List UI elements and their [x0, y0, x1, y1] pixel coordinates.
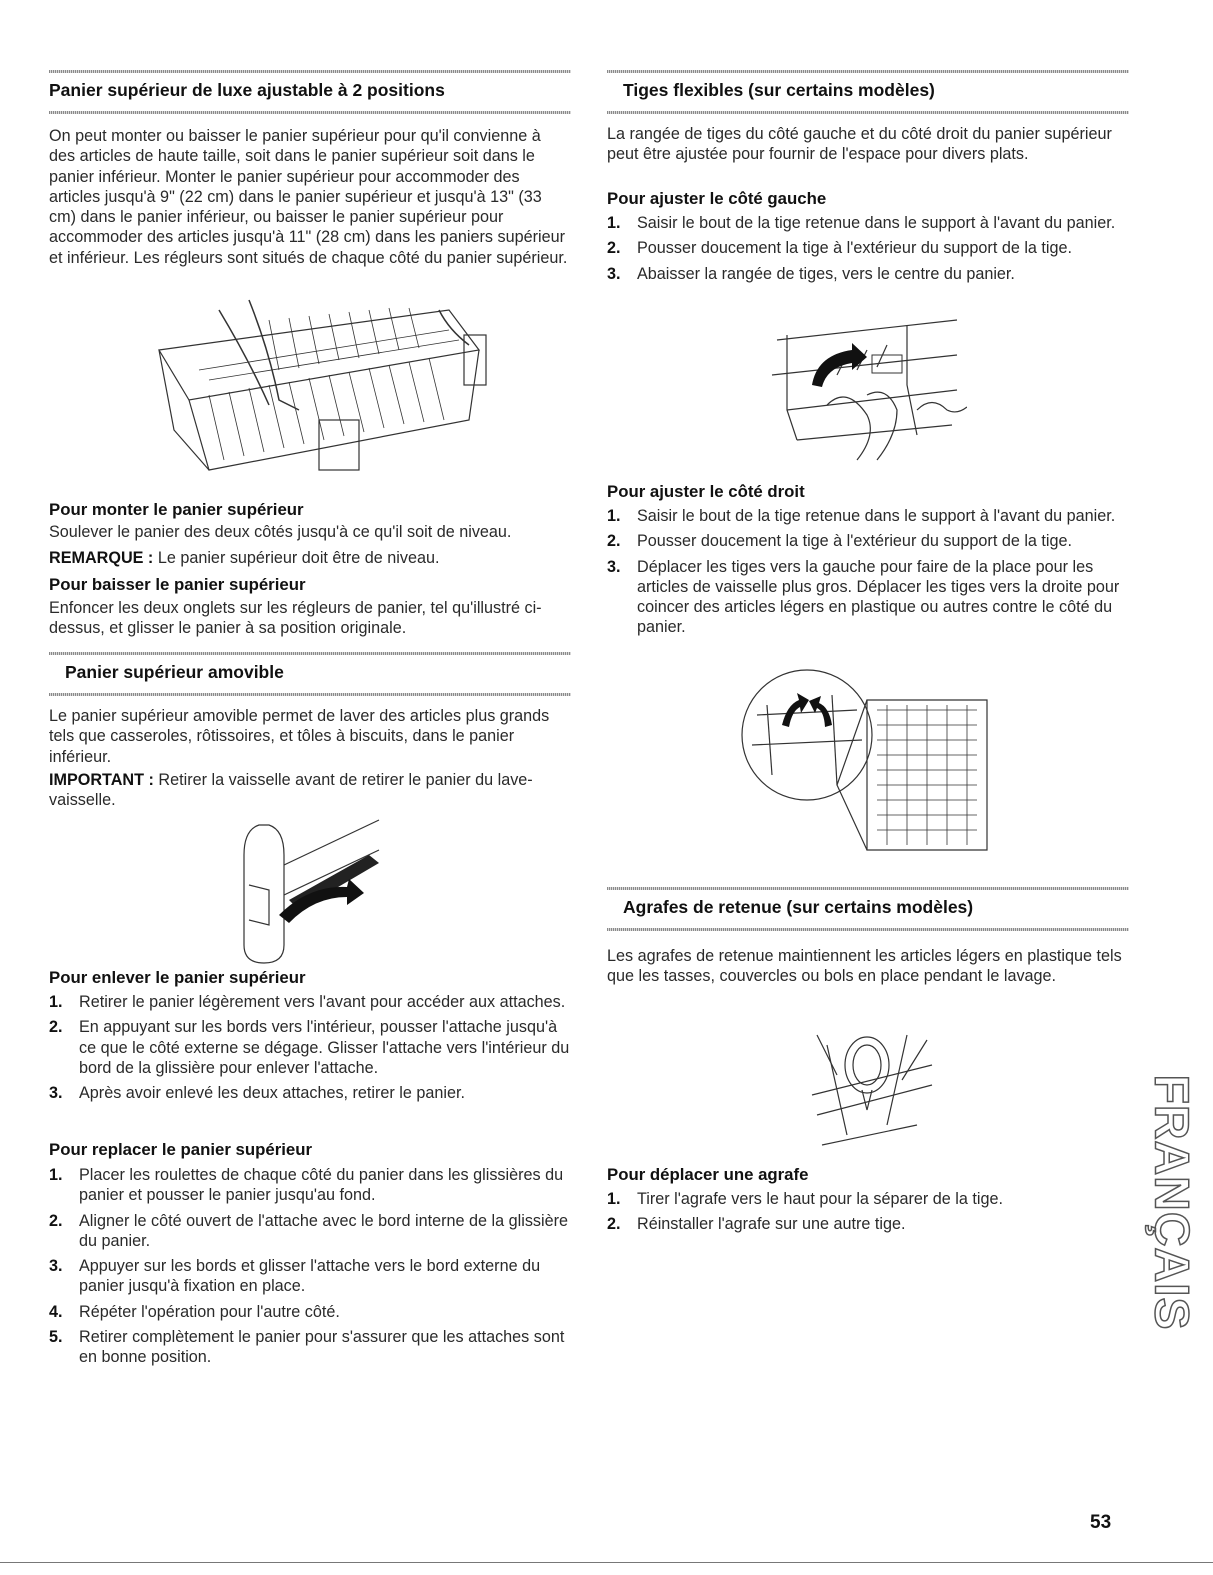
note-text: Le panier supérieur doit être de niveau.: [157, 549, 440, 567]
right-side-steps-list: [607, 506, 1129, 643]
divider: [607, 111, 1129, 114]
list-item: [607, 531, 1129, 551]
step-number: 2.: [607, 1215, 621, 1234]
list-item: [607, 264, 1129, 284]
rack-clip-illustration: [239, 815, 419, 965]
list-item: [49, 1165, 571, 1206]
list-item: [49, 1302, 571, 1322]
section-title: Panier supérieur amovible: [65, 662, 284, 682]
subheading-lower: Pour baisser le panier supérieur: [49, 575, 306, 594]
left-side-steps-list: [607, 213, 1129, 289]
section-title: Agrafes de retenue (sur certains modèles): [623, 897, 974, 917]
step-number: 5.: [49, 1328, 63, 1347]
step-number: 3.: [607, 264, 621, 283]
section-body: Le panier supérieur amovible permet de laver des articles plus grands tels que casseroles, rôtissoires, et tôles à biscuits, dans le panier inférieur.: [49, 707, 550, 766]
section-body: La rangée de tiges du côté gauche et du côté droit du panier supérieur peut être ajustée pour fournir de l'espace pour divers plats.: [607, 125, 1112, 164]
list-item: [607, 238, 1129, 258]
important-label: IMPORTANT :: [49, 771, 154, 789]
footer-rule: [0, 1562, 1213, 1563]
list-item: [49, 1256, 571, 1297]
section-header: [607, 887, 1129, 931]
language-label: FRANÇAIS: [1144, 1074, 1198, 1330]
upper-rack-illustration: [149, 290, 489, 490]
section-header: [607, 70, 1129, 114]
section-header: [49, 70, 571, 114]
list-item: [49, 1017, 571, 1078]
step-text: Saisir le bout de la tige retenue dans le support à l'avant du panier.: [637, 214, 1116, 232]
list-item: [49, 1211, 571, 1252]
important-note: [49, 770, 571, 811]
list-item: [49, 1327, 571, 1368]
move-clip-steps-list: [607, 1189, 1129, 1240]
step-text: Retirer le panier légèrement vers l'avant pour accéder aux attaches.: [79, 993, 566, 1011]
step-text: Tirer l'agrafe vers le haut pour la séparer de la tige.: [637, 1190, 1003, 1208]
subheading-replace: Pour replacer le panier supérieur: [49, 1140, 313, 1159]
section-body: Les agrafes de retenue maintiennent les articles légers en plastique tels que les tasses, couvercles ou bols en place pendant le lavage.: [607, 947, 1122, 986]
subheading-remove: Pour enlever le panier supérieur: [49, 968, 306, 987]
divider: [49, 652, 571, 655]
step-number: 2.: [607, 532, 621, 551]
step-number: 2.: [607, 239, 621, 258]
replace-steps-list: [49, 1165, 571, 1373]
step-number: 2.: [49, 1211, 63, 1230]
list-item: [607, 557, 1129, 638]
list-item: [607, 1214, 1129, 1234]
step-text: Déplacer les tiges vers la gauche pour faire de la place pour les articles de vaisselle plus gros. Déplacer les tiges vers la droite pour coincer des articles légers en plastique ou autres contre le côté du panier.: [637, 557, 1120, 637]
step-number: 1.: [607, 507, 621, 525]
step-text: Retirer complètement le panier pour s'assurer que les attaches sont en bonne position.: [79, 1328, 565, 1367]
tines-left-illustration: [767, 315, 967, 470]
page-number: 53: [1090, 1512, 1112, 1533]
step-number: 3.: [49, 1084, 63, 1103]
step-number: 1.: [49, 1166, 63, 1184]
divider: [49, 111, 571, 114]
step-text: Aligner le côté ouvert de l'attache avec le bord interne de la glissière du panier.: [79, 1211, 569, 1250]
language-tab: [1146, 1052, 1196, 1352]
divider: [49, 70, 571, 73]
section-title: Tiges flexibles (sur certains modèles): [623, 80, 935, 100]
step-number: 2.: [49, 1018, 63, 1037]
subheading-move-clip: Pour déplacer une agrafe: [607, 1165, 809, 1184]
step-number: 4.: [49, 1302, 63, 1321]
section-body: On peut monter ou baisser le panier supérieur pour qu'il convienne à des articles de haute taille, soit dans le panier supérieur soit dans le panier inférieur. Monter le panier supérieur pour accommoder des articles jusqu'à 9" (22 cm) dans le panier supérieur et jusqu'à 13" (33 cm) dans le panier inférieur, ou baisser le panier supérieur pour accommoder des articles jusqu'à 11" (28 cm) dans les paniers supérieur et inférieur. Les régleurs sont situés de chaque côté du panier supérieur.: [49, 127, 568, 267]
retaining-clip-illustration: [807, 1025, 937, 1160]
section-header: [49, 652, 571, 696]
divider: [607, 928, 1129, 931]
subheading-right-side: Pour ajuster le côté droit: [607, 482, 805, 501]
list-item: [607, 506, 1129, 526]
list-item: [49, 1083, 571, 1103]
tines-right-illustration: [737, 665, 997, 865]
subheading-left-side: Pour ajuster le côté gauche: [607, 189, 827, 208]
step-text: Pousser doucement la tige à l'extérieur du support de la tige.: [637, 532, 1073, 551]
step-text: Répéter l'opération pour l'autre côté.: [79, 1302, 340, 1321]
list-item: [607, 1189, 1129, 1209]
list-item: [607, 213, 1129, 233]
step-text: Placer les roulettes de chaque côté du panier dans les glissières du panier et pousser le panier jusqu'au fond.: [79, 1166, 564, 1205]
note: [49, 548, 571, 568]
step-text: Appuyer sur les bords et glisser l'attache vers le bord externe du panier jusqu'à fixation en place.: [79, 1257, 541, 1296]
raise-text: Soulever le panier des deux côtés jusqu'à ce qu'il soit de niveau.: [49, 523, 512, 541]
subheading-raise: Pour monter le panier supérieur: [49, 500, 304, 519]
divider: [607, 70, 1129, 73]
step-number: 1.: [49, 993, 63, 1011]
step-text: Après avoir enlevé les deux attaches, retirer le panier.: [79, 1084, 466, 1103]
remove-steps-list: [49, 992, 571, 1108]
step-text: Abaisser la rangée de tiges, vers le centre du panier.: [637, 264, 1015, 283]
step-number: 1.: [607, 214, 621, 232]
section-title: Panier supérieur de luxe ajustable à 2 positions: [49, 80, 445, 100]
lower-text: Enfoncer les deux onglets sur les régleurs de panier, tel qu'illustré ci-dessus, et glisser le panier à sa position originale.: [49, 599, 542, 638]
step-text: Saisir le bout de la tige retenue dans le support à l'avant du panier.: [637, 507, 1116, 525]
divider: [49, 693, 571, 696]
step-number: 1.: [607, 1190, 621, 1208]
step-text: En appuyant sur les bords vers l'intérieur, pousser l'attache jusqu'à ce que le côté externe se dégage. Glisser l'attache vers l'intérieur du bord de la glissière pour enlever l'attache.: [79, 1018, 570, 1077]
step-text: Réinstaller l'agrafe sur une autre tige.: [637, 1215, 906, 1234]
step-text: Pousser doucement la tige à l'extérieur du support de la tige.: [637, 239, 1073, 258]
divider: [607, 887, 1129, 890]
important-text: Retirer la vaisselle avant de retirer le panier du lave-vaisselle.: [49, 771, 533, 810]
note-label: REMARQUE :: [49, 549, 154, 567]
step-number: 3.: [607, 557, 621, 576]
list-item: [49, 992, 571, 1012]
step-number: 3.: [49, 1257, 63, 1276]
